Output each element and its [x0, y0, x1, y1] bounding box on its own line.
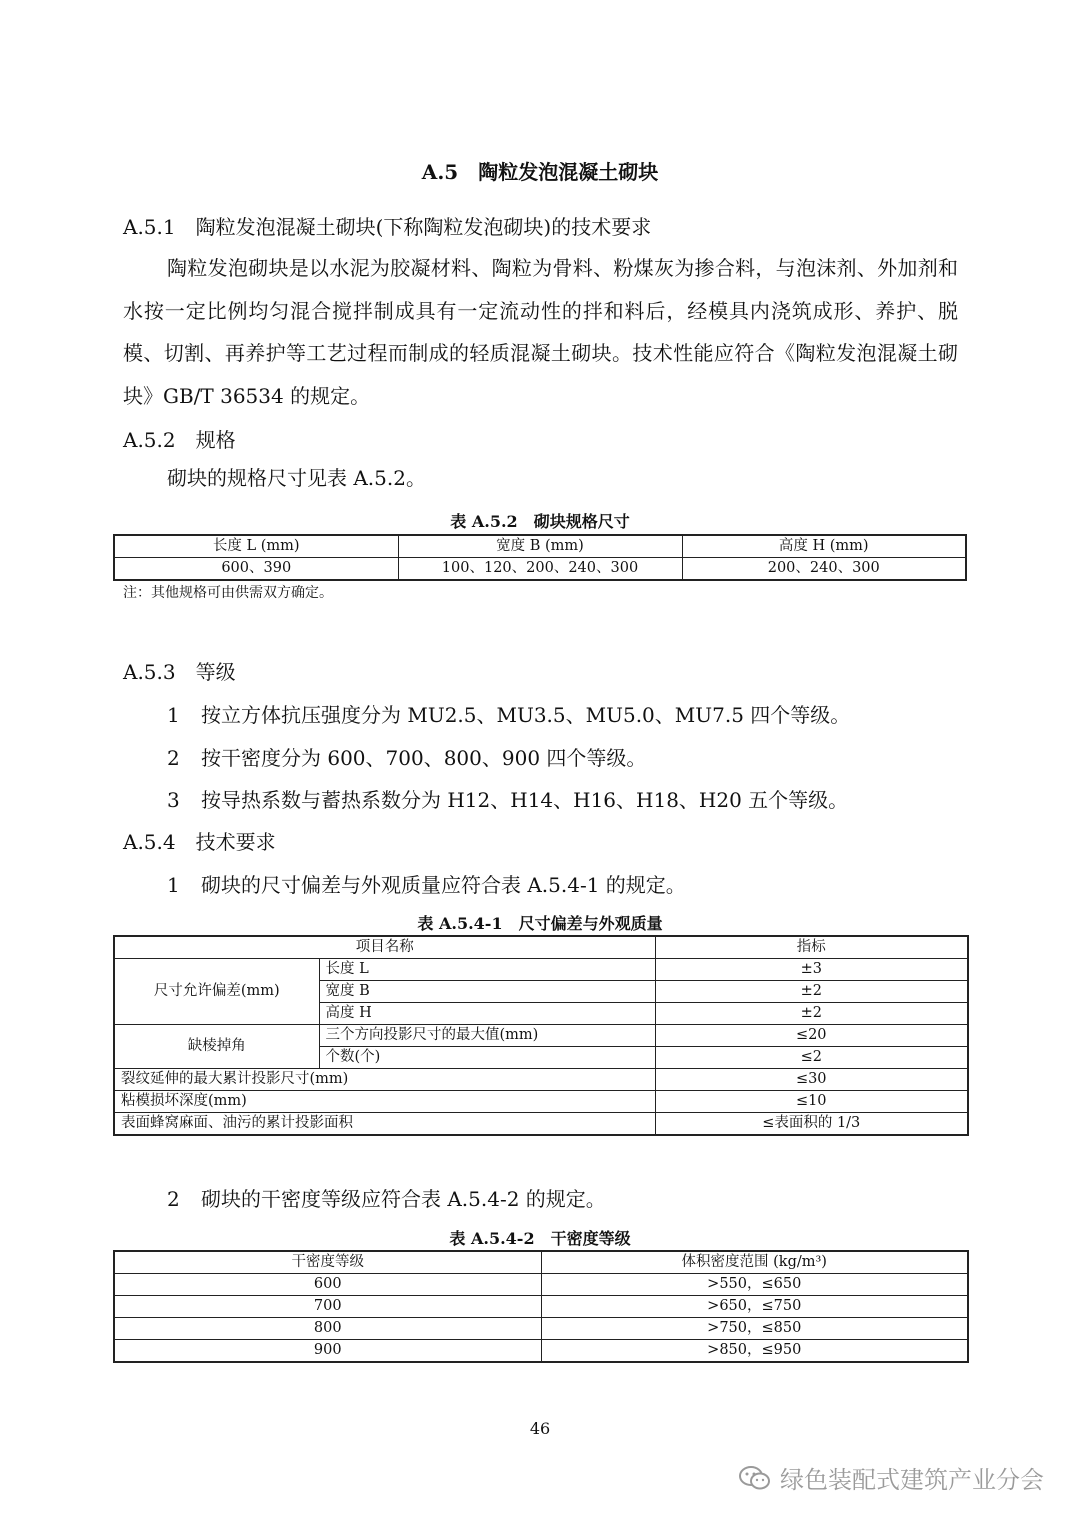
table-cell: ≤2	[655, 1047, 968, 1069]
list-item-text: 按立方体抗压强度分为 MU2.5、MU3.5、MU5.0、MU7.5 四个等级。	[201, 703, 851, 727]
list-item-text: 砌块的干密度等级应符合表 A.5.4-2 的规定。	[201, 1187, 606, 1211]
list-item	[167, 869, 686, 898]
list-item-number: 1	[167, 703, 180, 727]
table-cell: 个数(个)	[319, 1047, 655, 1069]
deviation-table	[113, 935, 969, 1136]
table-cell: 200、240、300	[682, 558, 966, 581]
table-cell: ≤表面积的 1/3	[655, 1113, 968, 1136]
table-header: 高度 H (mm)	[682, 535, 966, 558]
table-header: 长度 L (mm)	[114, 535, 398, 558]
list-item-number: 2	[167, 1187, 180, 1211]
table-header: 干密度等级	[114, 1251, 541, 1274]
table-cell: 高度 H	[319, 1003, 655, 1025]
list-item	[167, 699, 850, 728]
table-caption-a52: 表 A.5.2 砌块规格尺寸	[450, 512, 630, 531]
table-cell: ≤10	[655, 1091, 968, 1113]
table-cell: ±2	[655, 1003, 968, 1025]
table-header: 宽度 B (mm)	[398, 535, 682, 558]
list-item-text: 按干密度分为 600、700、800、900 四个等级。	[201, 746, 647, 770]
table-cell: 600、390	[114, 558, 398, 581]
list-item	[167, 784, 848, 813]
heading-a54: A.5.4 技术要求	[123, 830, 276, 854]
heading-a51: A.5.1 陶粒发泡混凝土砌块(下称陶粒发泡砌块)的技术要求	[123, 215, 652, 239]
table-header: 项目名称	[114, 936, 655, 959]
section-title: A.5 陶粒发泡混凝土砌块	[421, 160, 659, 184]
heading-a52: A.5.2 规格	[123, 428, 236, 452]
table-cell: 800	[114, 1318, 541, 1340]
paragraph-a52: 砌块的规格尺寸见表 A.5.2。	[167, 466, 426, 490]
table-header: 体积密度范围 (kg/m³)	[541, 1251, 968, 1274]
table-cell: 600	[114, 1274, 541, 1296]
list-item	[167, 1183, 606, 1212]
page-number: 46	[529, 1419, 551, 1438]
watermark-text: 绿色装配式建筑产业分会	[780, 1466, 1044, 1494]
wechat-icon	[738, 1464, 772, 1498]
table-cell: >650，≤750	[541, 1296, 968, 1318]
table-cell: >850，≤950	[541, 1340, 968, 1363]
list-item-text: 按导热系数与蓄热系数分为 H12、H14、H16、H18、H20 五个等级。	[201, 788, 849, 812]
table-cell: 粘模损坏深度(mm)	[114, 1091, 655, 1113]
table-cell: 900	[114, 1340, 541, 1363]
table-cell: >550，≤650	[541, 1274, 968, 1296]
table-cell: ±3	[655, 959, 968, 981]
paragraph-a51: 陶粒发泡砌块是以水泥为胶凝材料、陶粒为骨料、粉煤灰为掺合料，与泡沫剂、外加剂和水按一定比例均匀混合搅拌制成具有一定流动性的拌和料后，经模具内浇筑成形、养护、脱模、切割、再养护等工艺过程而制成的轻质混凝土砌块。技术性能应符合《陶粒发泡混凝土砌块》GB/T 36534 的规定。	[123, 256, 958, 408]
table-header: 指标	[655, 936, 968, 959]
list-item-number: 3	[167, 788, 180, 812]
table-note: 注：其他规格可由供需双方确定。	[123, 585, 333, 601]
table-cell: 裂纹延伸的最大累计投影尺寸(mm)	[114, 1069, 655, 1091]
table-caption-a542: 表 A.5.4-2 干密度等级	[449, 1229, 631, 1248]
spec-table	[113, 534, 967, 581]
list-item	[167, 742, 646, 771]
table-cell: 长度 L	[319, 959, 655, 981]
table-cell: ±2	[655, 981, 968, 1003]
table-cell: 三个方向投影尺寸的最大值(mm)	[319, 1025, 655, 1047]
table-cell: 700	[114, 1296, 541, 1318]
table-cell: 100、120、200、240、300	[398, 558, 682, 581]
table-cell: 宽度 B	[319, 981, 655, 1003]
density-table	[113, 1250, 969, 1363]
heading-a53: A.5.3 等级	[123, 660, 236, 684]
list-item-number: 2	[167, 746, 180, 770]
table-caption-a541: 表 A.5.4-1 尺寸偏差与外观质量	[417, 914, 663, 933]
list-item-text: 砌块的尺寸偏差与外观质量应符合表 A.5.4-1 的规定。	[201, 873, 686, 897]
watermark	[738, 1460, 1044, 1498]
table-cell: ≤20	[655, 1025, 968, 1047]
list-item-number: 1	[167, 873, 180, 897]
table-cell: ≤30	[655, 1069, 968, 1091]
table-cell: 表面蜂窝麻面、油污的累计投影面积	[114, 1113, 655, 1136]
group-label: 缺棱掉角	[114, 1025, 319, 1069]
table-cell: >750，≤850	[541, 1318, 968, 1340]
group-label: 尺寸允许偏差(mm)	[114, 959, 319, 1025]
